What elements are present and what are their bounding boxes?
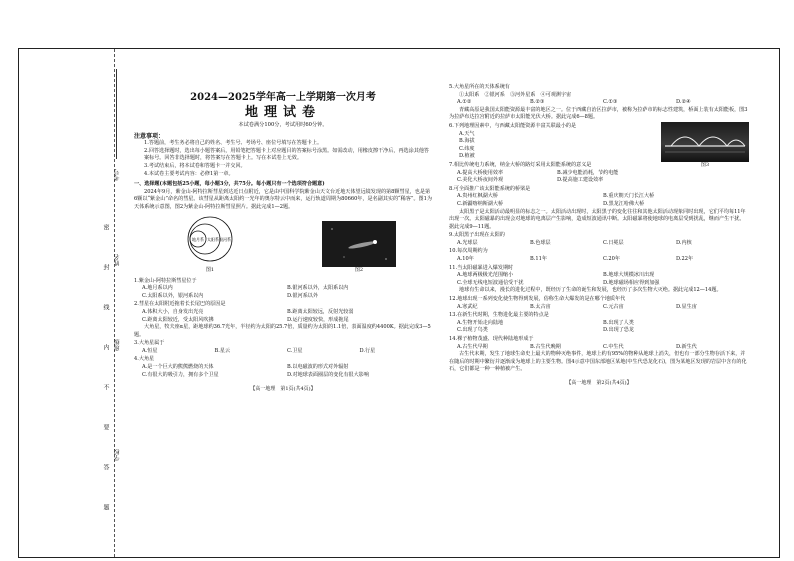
option: C.全球无线电短波通信受干扰 [457, 279, 524, 286]
figure-3 [661, 122, 749, 170]
option: B.太古宙 [530, 303, 551, 310]
note-item: 2.回答选择题时，选出每小题答案后，用铅笔把答题卡上对应题目的答案标号涂黑。如需改动，用橡皮擦干净后，再选涂其他答案标号。回答非选择题时，将答案写在答题卡上。写在本试卷上无效。 [144, 147, 430, 162]
option: B.银河系以外，太阳系以内 [287, 285, 349, 292]
option: D.新生代 [676, 343, 697, 350]
fig1-label-earth-moon: 地月系 [192, 237, 204, 243]
celestial-system-diagram [170, 215, 250, 263]
option: C.太阳系以外，银河系以内 [142, 292, 204, 299]
option: C.元古宙 [603, 303, 624, 310]
question-4: 4.大角星 [134, 356, 155, 363]
option: D.内核 [676, 239, 692, 246]
figure-row [134, 215, 432, 275]
question-14: 14.裸子植物茂盛、现代种陆地形成于 [449, 336, 534, 342]
option: A.①② [457, 99, 472, 106]
option: B.11年 [530, 256, 547, 263]
fig1-label-solar: 太阳系 [207, 237, 219, 243]
option: C.出现了鸟类 [457, 327, 488, 334]
option: D.对地球表面圈层的变化有很大影响 [287, 371, 369, 378]
option: B.地球大规模冰川出现 [603, 272, 655, 279]
bridge-photo [661, 122, 749, 162]
exam-sheet [18, 48, 780, 558]
option: A.寒武纪 [457, 303, 478, 310]
figure-2-caption: 图2 [354, 266, 364, 273]
binding-margin [19, 49, 121, 557]
option: C.距离太阳较近，受太阳风吹拂 [142, 316, 214, 323]
option: D.黑龙江哈佛大桥 [603, 200, 645, 207]
binding-label-name: 姓名 [114, 254, 121, 266]
option: D.行星 [359, 347, 376, 354]
question-5-options [449, 99, 749, 107]
option: C.中生代 [603, 343, 624, 350]
binding-label-class: 班级 [114, 339, 121, 351]
option: B.距离太阳较远，反射光较弱 [287, 308, 354, 315]
exam-info: 本试卷满分100分，考试用时60分钟。 [238, 122, 328, 128]
page-footer: 【高一地理 第2页(共4页)】 [566, 380, 632, 387]
question-7: 7.相比传统电力系统，纳金大桥的路灯采用太阳能系统的意义是 [449, 161, 592, 168]
option: C.有很大的吸引力，拥有多个卫星 [142, 371, 219, 378]
option: A.体积大小，自身发出光亮 [142, 308, 204, 315]
question-5-items: ①太阳系 ②银河系 ③河外星系 ④可观测宇宙 [459, 91, 572, 98]
option: D.22年 [676, 256, 694, 263]
option: A.生物开始走向陆地 [457, 319, 504, 326]
option: C.日冕层 [603, 239, 624, 246]
figure-1 [170, 215, 250, 274]
option: D.②④ [676, 99, 691, 106]
figure-2 [322, 221, 396, 275]
option: C.卫星 [287, 347, 303, 354]
question-12-options [449, 304, 749, 312]
figure-3-caption: 图3 [700, 161, 710, 168]
comet-photo [322, 221, 396, 267]
option: B.②③ [530, 99, 545, 106]
question-3: 3.大角星属于 [134, 340, 165, 347]
question-11: 11.当太阳磁暴进入爆发期时 [449, 264, 514, 271]
binding-label-exam-number: 考号 [114, 169, 121, 181]
option: B.色球层 [530, 239, 551, 246]
bridge-icon [661, 122, 749, 162]
question-stem: 青藏高原是我国太阳能资源最丰富的地区之一。位于西藏自治区拉萨市，被称为拉萨市的标志性建筑，桥面上装有太阳能板，图3为拉萨布达拉宫附近的拉萨市太阳能光伏大桥。据此完成6—8题。 [449, 106, 748, 121]
question-stem: 2024年9月，紫金山-阿特拉斯彗星到达近日点附近，它是由中国科学院紫金山天文台近地天体望远镜发现的第8颗彗星，也是第6颗以“紫金山”命名的彗星。该彗星从距离太阳约一光年的奥尔特云中而来，运行轨道周期为80660年，是名副其实的“稀客”。图1为天体系统示意图，图2为紫金山-阿特拉斯彗星照片。据此完成1—2题。 [134, 188, 432, 210]
question-9: 9.太阳黑子出现在太阳的 [449, 232, 505, 239]
note-item: 4.本试卷主要考试内容：必修1第一章。 [144, 170, 234, 177]
option: A.地月系以内 [142, 285, 173, 292]
question-stem: 大角星，牧夫座α星，距地球约36.7光年，半径约为太阳的25.7倍，质量约为太阳的1.1倍，表面温度约4400K。据此完成3—5题。 [134, 324, 431, 338]
exam-title: 2024—2025学年高一上学期第一次月考 [190, 92, 376, 103]
question-2-options [134, 309, 432, 324]
option: D.显生宙 [676, 303, 697, 310]
option: C.纬度 [459, 145, 475, 152]
option: D.地球磁场相应得到加强 [603, 279, 660, 286]
note-item: 1.答题前，考生务必将自己的姓名、考生号、考场号、座位号填写在答题卡上。 [144, 140, 323, 147]
binding-label-school: 学校 [114, 449, 121, 461]
question-8-options [449, 193, 749, 208]
option: C.新疆喀纳斯湖大桥 [457, 200, 504, 207]
question-13: 13.在新生代时期，生物进化最主要的特点是 [449, 312, 549, 319]
option: D.银河系以外 [287, 292, 318, 299]
question-3-options [134, 348, 432, 356]
question-2: 2.彗星在太阳附近拖着长长尾巴的原因是 [134, 301, 226, 308]
option: D.运行速度较快，形成拖尾 [287, 316, 349, 323]
option: B.星云 [214, 347, 231, 354]
question-10: 10.每次周期约为 [449, 248, 488, 255]
option: B.以电磁波的形式对外辐射 [287, 364, 349, 371]
option: A.光球层 [457, 239, 478, 246]
page-footer: 【高一地理 第1页(共4页)】 [250, 385, 316, 392]
page-1 [134, 83, 432, 392]
comet-icon [322, 221, 396, 267]
figure-1-caption: 图1 [205, 266, 215, 273]
option: B.古生代晚期 [530, 343, 561, 350]
question-stem: 古生代末期，发生了地球生命史上最大的物种灭绝事件，地球上约有95%的物种从地球上消失，但也有一部分生物存活下来，并在随后的时期中繁衍并逐渐成为地球上的主要生物。图4示意中国东部地区某地(中生代恐龙化石)，图为某地区发现的岩层中含有的化石，它们都是一种一种植被产生。 [449, 351, 747, 373]
option: C.①③ [603, 99, 618, 106]
option: B.重庆朝天门长江大桥 [603, 193, 655, 200]
option: D.植被 [459, 153, 475, 160]
fig1-label-galaxy: 银河系 [219, 237, 231, 243]
question-1-options [134, 285, 432, 300]
option: A.10年 [457, 256, 474, 263]
option: A.天气 [459, 130, 475, 137]
option: A.地球两极极光范围缩小 [457, 272, 514, 279]
option: D.提高施工建设效率 [557, 177, 604, 184]
option: A.提高大桥使用效率 [457, 169, 504, 176]
question-6: 6.下列地理因素中，与西藏太阳能资源丰富关联最小的是 [449, 122, 577, 129]
question-11-options [449, 272, 749, 287]
section-heading: 一、选择题(本题包括25小题，每小题3分，共75分。每小题只有一个选项符合题意) [134, 181, 325, 188]
option: B.海拔 [459, 138, 475, 145]
notes-heading: 注意事项： [134, 132, 165, 140]
page-2 [449, 83, 749, 387]
question-9-options [449, 240, 749, 248]
option: B.减少电能消耗，节约电能 [557, 169, 619, 176]
option: A.贵州红枫湖大桥 [457, 193, 498, 200]
option: A.古生代早期 [457, 343, 488, 350]
option: C.20年 [603, 256, 620, 263]
question-5: 5.大角星所在的天体系统有 [449, 84, 510, 90]
question-13-options [449, 320, 749, 335]
question-4-options [134, 364, 432, 379]
question-8: 8.可全面推广该太阳能系统的桥梁是 [449, 185, 531, 192]
seal-line-text: 密 封 线 内 不 要 答 题 [102, 224, 109, 524]
question-stem: 太阳黑子是太阳活动最明显的标志之一。太阳活动出现时，太阳黑子的变化往往和其他太阳活动现象同时出现，它们平均每11年出现一次。太阳磁暴的出现会对地球的电离层产生影响，造成短波通讯中断。太阳磁暴将使地球的电离层受到扰乱，继而产生干扰。据此完成9—11题。 [449, 208, 746, 230]
note-item: 3.考试结束后，将本试卷和答题卡一并交回。 [144, 162, 246, 169]
question-10-options [449, 256, 749, 264]
binding-line [116, 69, 117, 159]
option: D.出现了恐龙 [603, 327, 634, 334]
option: A.恒星 [142, 347, 158, 354]
option: C.美化大桥夜间外观 [457, 177, 504, 184]
question-12: 12.地球出现一系列变化使生物得到发展，俗称生命大爆发的是在哪个地质年代 [449, 296, 626, 303]
question-stem: 地球有生命以来，漫长的进化过程中，既经历了生命的诞生和发展，也经历了多次生物大灭绝。据此完成12—14题。 [459, 287, 722, 294]
option: A.是一个巨大的熊熊燃烧的天体 [142, 364, 214, 371]
question-7-options [449, 170, 657, 185]
question-1: 1.紫金山-阿特拉斯彗星位于 [134, 277, 197, 284]
option: B.出现了人类 [603, 319, 634, 326]
subject-title: 地理试卷 [244, 105, 321, 120]
